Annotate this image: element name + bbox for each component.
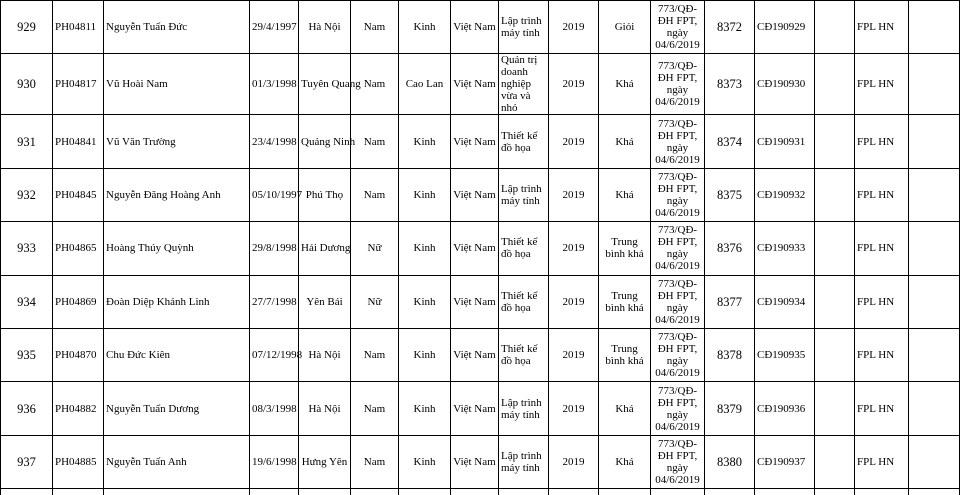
graduation-year: 2019 xyxy=(549,222,599,275)
major: Thiết kế đồ họa xyxy=(499,222,549,275)
gender: Nữ xyxy=(351,275,399,328)
full-name: Nguyễn Tuấn Dương xyxy=(104,382,250,435)
classification: Giỏi xyxy=(599,1,651,54)
birth-place: Phú Thọ xyxy=(299,168,351,221)
student-id: PH04845 xyxy=(53,168,104,221)
decision: 773/QĐ-ĐH FPT, ngày 04/6/2019 xyxy=(651,115,705,168)
partial-cell xyxy=(909,489,960,495)
row-index: 931 xyxy=(1,115,53,168)
diploma-number: CĐ190937 xyxy=(755,435,815,488)
campus: FPL HN xyxy=(855,168,909,221)
nationality: Việt Nam xyxy=(451,115,499,168)
full-name: Đoàn Diệp Khánh Linh xyxy=(104,275,250,328)
partial-cell xyxy=(651,489,705,495)
partial-cell xyxy=(53,489,104,495)
student-id: PH04865 xyxy=(53,222,104,275)
partial-cell xyxy=(451,489,499,495)
decision: 773/QĐ-ĐH FPT, ngày 04/6/2019 xyxy=(651,382,705,435)
ethnicity: Kinh xyxy=(399,168,451,221)
campus: FPL HN xyxy=(855,382,909,435)
partial-cell xyxy=(299,489,351,495)
row-index: 935 xyxy=(1,328,53,381)
nationality: Việt Nam xyxy=(451,435,499,488)
decision: 773/QĐ-ĐH FPT, ngày 04/6/2019 xyxy=(651,222,705,275)
student-id: PH04885 xyxy=(53,435,104,488)
full-name: Hoàng Thúy Quỳnh xyxy=(104,222,250,275)
graduation-year: 2019 xyxy=(549,54,599,115)
diploma-number: CĐ190936 xyxy=(755,382,815,435)
gender: Nữ xyxy=(351,222,399,275)
certificate-number: 8374 xyxy=(705,115,755,168)
table-row xyxy=(1,382,960,435)
major: Lập trình máy tính xyxy=(499,382,549,435)
campus: FPL HN xyxy=(855,115,909,168)
campus: FPL HN xyxy=(855,328,909,381)
gender: Nam xyxy=(351,435,399,488)
graduation-year: 2019 xyxy=(549,1,599,54)
birth-place: Hải Dương xyxy=(299,222,351,275)
ethnicity: Kinh xyxy=(399,115,451,168)
campus: FPL HN xyxy=(855,275,909,328)
ethnicity: Kinh xyxy=(399,382,451,435)
graduation-year: 2019 xyxy=(549,382,599,435)
note xyxy=(815,222,855,275)
partial-cell xyxy=(499,489,549,495)
decision: 773/QĐ-ĐH FPT, ngày 04/6/2019 xyxy=(651,168,705,221)
empty-cell xyxy=(909,328,960,381)
birth-date: 29/4/1997 xyxy=(250,1,299,54)
decision: 773/QĐ-ĐH FPT, ngày 04/6/2019 xyxy=(651,1,705,54)
ethnicity: Kinh xyxy=(399,435,451,488)
major: Lập trình máy tính xyxy=(499,1,549,54)
note xyxy=(815,435,855,488)
certificate-number: 8373 xyxy=(705,54,755,115)
table-row xyxy=(1,168,960,221)
empty-cell xyxy=(909,435,960,488)
birth-date: 19/6/1998 xyxy=(250,435,299,488)
row-index: 934 xyxy=(1,275,53,328)
birth-place: Yên Bái xyxy=(299,275,351,328)
classification: Khá xyxy=(599,435,651,488)
ethnicity: Kinh xyxy=(399,328,451,381)
empty-cell xyxy=(909,382,960,435)
birth-date: 07/12/1998 xyxy=(250,328,299,381)
diploma-number: CĐ190931 xyxy=(755,115,815,168)
classification: Trung bình khá xyxy=(599,328,651,381)
campus: FPL HN xyxy=(855,435,909,488)
classification: Trung bình khá xyxy=(599,222,651,275)
full-name: Nguyễn Tuấn Anh xyxy=(104,435,250,488)
graduation-year: 2019 xyxy=(549,168,599,221)
row-index: 933 xyxy=(1,222,53,275)
empty-cell xyxy=(909,1,960,54)
birth-place: Hà Nội xyxy=(299,382,351,435)
note xyxy=(815,275,855,328)
partial-cell xyxy=(351,489,399,495)
gender: Nam xyxy=(351,54,399,115)
gender: Nam xyxy=(351,328,399,381)
birth-date: 27/7/1998 xyxy=(250,275,299,328)
birth-date: 29/8/1998 xyxy=(250,222,299,275)
student-id: PH04882 xyxy=(53,382,104,435)
nationality: Việt Nam xyxy=(451,328,499,381)
birth-place: Hà Nội xyxy=(299,1,351,54)
ethnicity: Kinh xyxy=(399,1,451,54)
certificate-number: 8379 xyxy=(705,382,755,435)
gender: Nam xyxy=(351,1,399,54)
nationality: Việt Nam xyxy=(451,168,499,221)
partial-cell xyxy=(755,489,815,495)
gender: Nam xyxy=(351,382,399,435)
graduation-year: 2019 xyxy=(549,275,599,328)
full-name: Chu Đức Kiên xyxy=(104,328,250,381)
table-row xyxy=(1,222,960,275)
student-id: PH04869 xyxy=(53,275,104,328)
full-name: Vũ Hoài Nam xyxy=(104,54,250,115)
gender: Nam xyxy=(351,115,399,168)
campus: FPL HN xyxy=(855,222,909,275)
row-index: 936 xyxy=(1,382,53,435)
certificate-number: 8376 xyxy=(705,222,755,275)
partial-cell xyxy=(104,489,250,495)
classification: Khá xyxy=(599,382,651,435)
graduation-year: 2019 xyxy=(549,435,599,488)
partial-cell xyxy=(705,489,755,495)
partial-cell xyxy=(1,489,53,495)
diploma-number: CĐ190932 xyxy=(755,168,815,221)
empty-cell xyxy=(909,275,960,328)
classification: Khá xyxy=(599,168,651,221)
diploma-number: CĐ190934 xyxy=(755,275,815,328)
table-row xyxy=(1,328,960,381)
diploma-number: CĐ190935 xyxy=(755,328,815,381)
partial-cell xyxy=(855,489,909,495)
birth-place: Hà Nội xyxy=(299,328,351,381)
empty-cell xyxy=(909,115,960,168)
certificate-number: 8372 xyxy=(705,1,755,54)
major: Thiết kế đồ họa xyxy=(499,115,549,168)
birth-date: 01/3/1998 xyxy=(250,54,299,115)
diploma-number: CĐ190930 xyxy=(755,54,815,115)
nationality: Việt Nam xyxy=(451,54,499,115)
birth-place: Hưng Yên xyxy=(299,435,351,488)
student-id: PH04811 xyxy=(53,1,104,54)
major: Lập trình máy tính xyxy=(499,435,549,488)
full-name: Nguyễn Tuấn Đức xyxy=(104,1,250,54)
ethnicity: Kinh xyxy=(399,222,451,275)
full-name: Vũ Văn Trường xyxy=(104,115,250,168)
table-row-partial xyxy=(1,489,960,495)
note xyxy=(815,54,855,115)
classification: Trung bình khá xyxy=(599,275,651,328)
student-id: PH04870 xyxy=(53,328,104,381)
diploma-number: CĐ190933 xyxy=(755,222,815,275)
decision: 773/QĐ-ĐH FPT, ngày 04/6/2019 xyxy=(651,54,705,115)
birth-place: Tuyên Quang xyxy=(299,54,351,115)
row-index: 929 xyxy=(1,1,53,54)
ethnicity: Kinh xyxy=(399,275,451,328)
note xyxy=(815,1,855,54)
student-id: PH04817 xyxy=(53,54,104,115)
decision: 773/QĐ-ĐH FPT, ngày 04/6/2019 xyxy=(651,435,705,488)
certificate-number: 8375 xyxy=(705,168,755,221)
nationality: Việt Nam xyxy=(451,222,499,275)
birth-place: Quảng Ninh xyxy=(299,115,351,168)
graduation-year: 2019 xyxy=(549,328,599,381)
note xyxy=(815,168,855,221)
row-index: 930 xyxy=(1,54,53,115)
birth-date: 23/4/1998 xyxy=(250,115,299,168)
note xyxy=(815,382,855,435)
note xyxy=(815,328,855,381)
student-id: PH04841 xyxy=(53,115,104,168)
empty-cell xyxy=(909,168,960,221)
certificate-number: 8378 xyxy=(705,328,755,381)
table-row xyxy=(1,115,960,168)
decision: 773/QĐ-ĐH FPT, ngày 04/6/2019 xyxy=(651,328,705,381)
partial-cell xyxy=(549,489,599,495)
major: Thiết kế đồ họa xyxy=(499,328,549,381)
table-row xyxy=(1,435,960,488)
birth-date: 08/3/1998 xyxy=(250,382,299,435)
table-row xyxy=(1,1,960,54)
classification: Khá xyxy=(599,115,651,168)
graduation-year: 2019 xyxy=(549,115,599,168)
gender: Nam xyxy=(351,168,399,221)
campus: FPL HN xyxy=(855,54,909,115)
major: Thiết kế đồ họa xyxy=(499,275,549,328)
nationality: Việt Nam xyxy=(451,1,499,54)
nationality: Việt Nam xyxy=(451,382,499,435)
partial-cell xyxy=(399,489,451,495)
row-index: 932 xyxy=(1,168,53,221)
full-name: Nguyễn Đăng Hoàng Anh xyxy=(104,168,250,221)
table-row xyxy=(1,275,960,328)
partial-cell xyxy=(250,489,299,495)
decision: 773/QĐ-ĐH FPT, ngày 04/6/2019 xyxy=(651,275,705,328)
partial-cell xyxy=(815,489,855,495)
major: Lập trình máy tính xyxy=(499,168,549,221)
nationality: Việt Nam xyxy=(451,275,499,328)
classification: Khá xyxy=(599,54,651,115)
note xyxy=(815,115,855,168)
campus: FPL HN xyxy=(855,1,909,54)
table-row xyxy=(1,54,960,115)
diploma-number: CĐ190929 xyxy=(755,1,815,54)
row-index: 937 xyxy=(1,435,53,488)
partial-cell xyxy=(599,489,651,495)
ethnicity: Cao Lan xyxy=(399,54,451,115)
empty-cell xyxy=(909,54,960,115)
empty-cell xyxy=(909,222,960,275)
major: Quản trị doanh nghiệp vừa và nhỏ xyxy=(499,54,549,115)
certificate-number: 8380 xyxy=(705,435,755,488)
certificate-number: 8377 xyxy=(705,275,755,328)
birth-date: 05/10/1997 xyxy=(250,168,299,221)
